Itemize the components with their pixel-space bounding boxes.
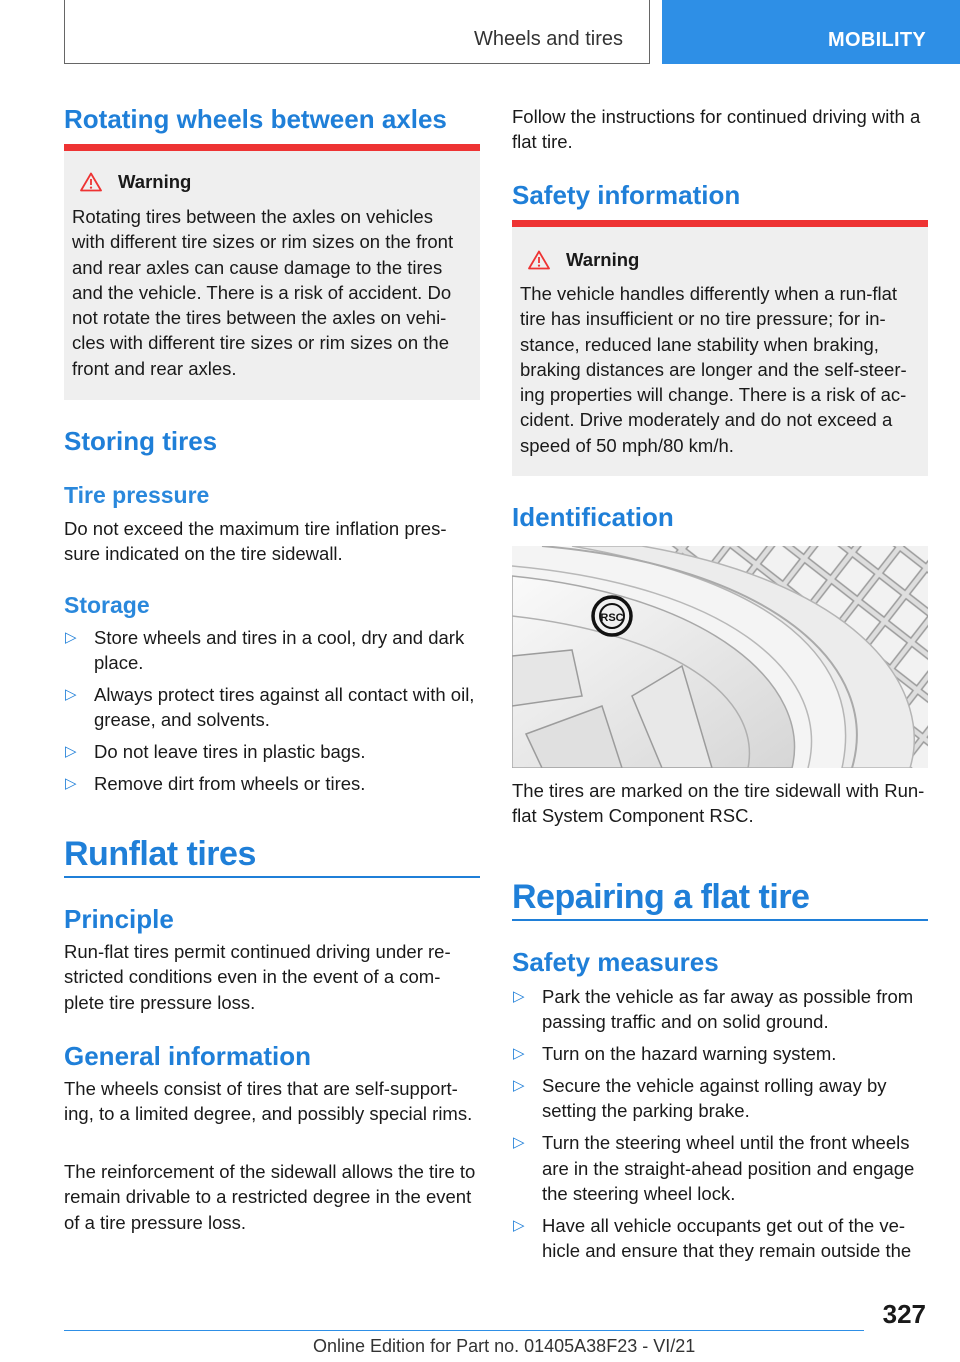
triangle-bullet-icon: ▷ (513, 1216, 525, 1234)
heading-storage: Storage (64, 592, 150, 618)
heading-runflat-tires: Runflat tires (64, 835, 256, 873)
list-item: ▷ Park the vehicle as far away as possible from passing traffic and on solid ground. (513, 986, 914, 1033)
heading-rotating-wheels: Rotating wheels between axles (64, 104, 447, 134)
warning-title: Warning (118, 171, 192, 192)
triangle-bullet-icon: ▷ (513, 988, 525, 1005)
footer-edition-text: Online Edition for Part no. 01405A38F23 - VI/21 (313, 1336, 696, 1356)
list-item: ▷ Turn the steering wheel until the front wheels are in the straight-ahead position and engage the steering wheel lock. (513, 1132, 915, 1204)
triangle-bullet-icon: ▷ (65, 743, 77, 761)
triangle-bullet-icon: ▷ (65, 629, 77, 646)
triangle-bullet-icon: ▷ (513, 1077, 525, 1095)
triangle-bullet-icon: ▷ (513, 1045, 525, 1063)
heading-tire-pressure: Tire pressure (64, 482, 210, 508)
warning-header (80, 171, 191, 193)
heading-general-information: General information (64, 1041, 312, 1071)
header-chapter-title: MOBILITY (828, 29, 926, 51)
tire-sidewall-illustration (512, 546, 928, 768)
list-item: ▷ Always protect tires against all contact with oil, grease, and solvents. (65, 684, 475, 731)
heading-identification: Identification (512, 502, 674, 532)
header-chapter-tab (662, 0, 960, 64)
warning-body: The vehicle handles differently when a run-flat tire has insufficient or no tire pressure; for in-stance, reduced lane stability when braking, braking distances are longer and the self-steer-ing properties will change. There is a risk of ac-cident. Drive moderately and do not exceed a speed of 50 mph/80 km/h. (520, 283, 907, 456)
general-text-2: The reinforcement of the sidewall allows the tire to remain drivable to a restricted degree in the event of a tire pressure loss. (64, 1161, 476, 1233)
triangle-bullet-icon: ▷ (65, 775, 77, 793)
tire-rsc-marking-image (512, 546, 928, 768)
heading-storing-tires: Storing tires (64, 426, 218, 456)
heading-principle: Principle (64, 904, 174, 934)
warning-triangle-icon (528, 250, 550, 270)
page-number: 327 (882, 1299, 926, 1329)
heading-repairing-flat-tire: Repairing a flat tire (512, 878, 810, 916)
heading-rule (64, 876, 480, 878)
warning-box-runflat (512, 220, 928, 476)
identification-text: The tires are marked on the tire sidewall with Run-flat System Component RSC. (512, 780, 925, 827)
list-item: ▷ Have all vehicle occupants get out of the ve-hicle and ensure that they remain outside the (513, 1214, 912, 1262)
list-item: ▷ Turn on the hazard warning system. (512, 1041, 932, 1066)
warning-header (528, 249, 639, 271)
safety-measures-list (512, 984, 932, 1270)
warning-box-rotating (64, 144, 480, 400)
principle-text: Run-flat tires permit continued driving under re-stricted conditions even in the event of a com-plete tire pressure loss. (64, 941, 451, 1013)
list-item: ▷ Do not leave tires in plastic bags. (64, 739, 480, 764)
heading-rule (512, 919, 928, 921)
list-item: ▷ Secure the vehicle against rolling away by setting the parking brake. (513, 1075, 887, 1122)
general-text-1: The wheels consist of tires that are self-support-ing, to a limited degree, and possibly special rims. (64, 1078, 473, 1125)
tire-pressure-text: Do not exceed the maximum tire inflation pres-sure indicated on the tire sidewall. (64, 518, 447, 565)
warning-body: Rotating tires between the axles on vehicles with different tire sizes or rim sizes on the front and rear axles can cause damage to the tires and the vehicle. There is a risk of accident. Do not rotate the tires between the axles on vehi-cles with different tire sizes or rim sizes on the front and rear axles. (72, 206, 454, 379)
footer-rule (64, 1330, 864, 1331)
header-section-tab (64, 0, 650, 64)
warning-triangle-icon (80, 172, 102, 192)
heading-safety-measures: Safety measures (512, 947, 719, 977)
rsc-symbol-label: RSC (600, 612, 624, 624)
warning-title: Warning (566, 249, 640, 270)
rsc-symbol-icon (593, 597, 631, 635)
list-item: ▷ Store wheels and tires in a cool, dry and dark place. (65, 627, 465, 674)
triangle-bullet-icon: ▷ (65, 686, 77, 704)
follow-instructions-text: Follow the instructions for continued driving with a flat tire. (512, 106, 921, 153)
heading-safety-information: Safety information (512, 180, 741, 210)
header-section-title: Wheels and tires (474, 28, 623, 50)
list-item: ▷ Remove dirt from wheels or tires. (64, 771, 480, 796)
triangle-bullet-icon: ▷ (513, 1134, 525, 1152)
storage-list (64, 625, 480, 803)
